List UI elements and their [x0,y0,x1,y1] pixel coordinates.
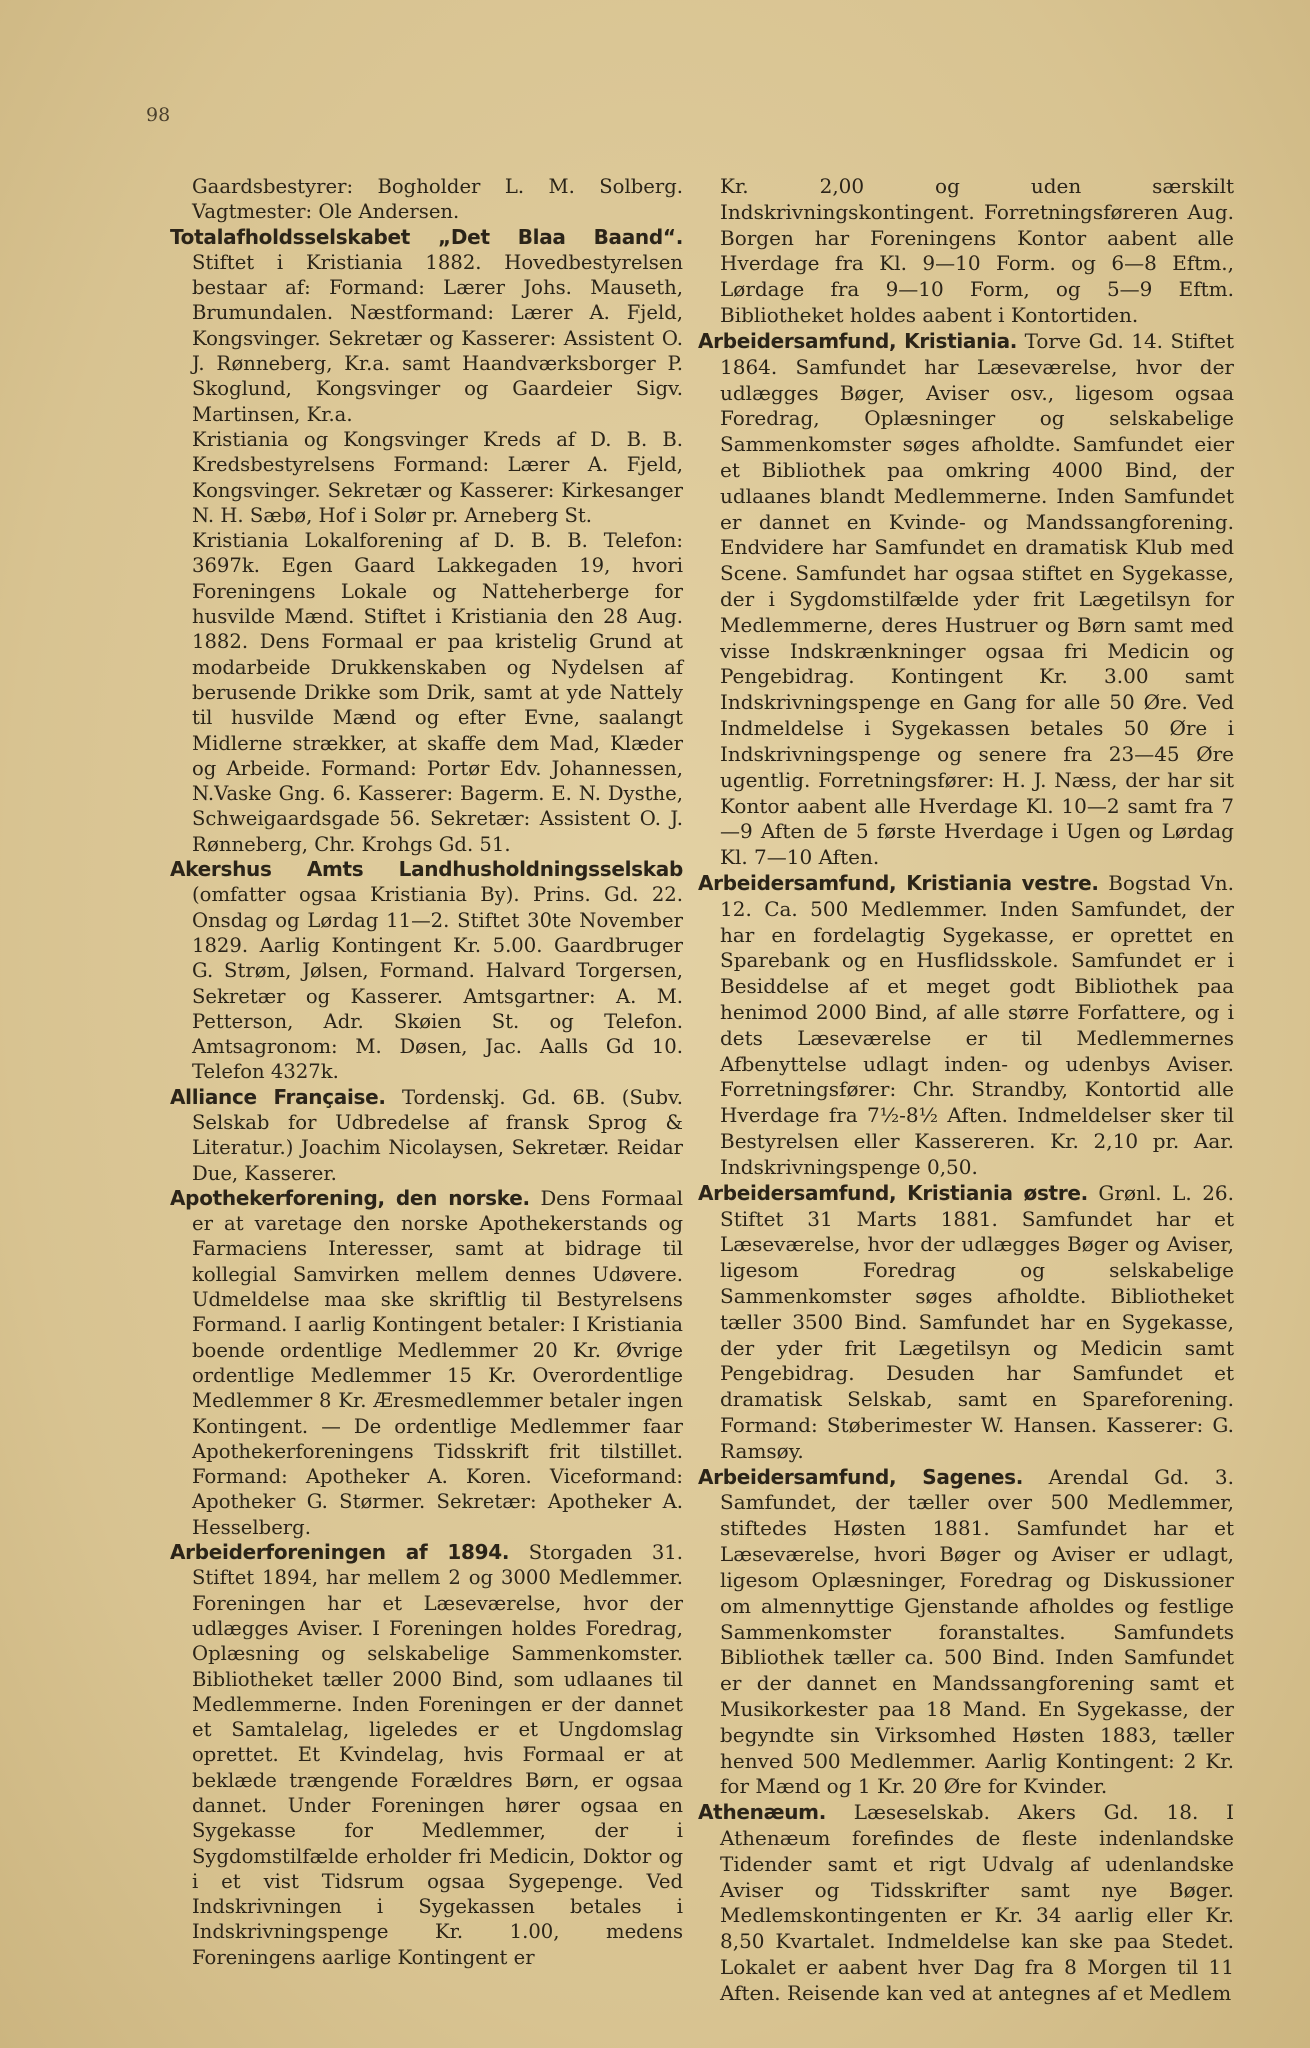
entry-l6 [170,1186,683,1540]
entry-text: Torve Gd. 14. Stiftet 1864. Samfundet har Læseværelse, hvor der udlægges Bøger, Aviser osv., ligesom ogsaa Foredrag, Oplæsninger og selskabelige Sammenkomster søges afholdte. Samfundet eier et Bibliothek paa omkring 4000 Bind, der udlaanes blandt Medlemmerne. Inden Samfundet er dannet en Kvinde- og Mandssangforening. Endvidere har Samfundet en dramatisk Klub med Scene. Samfundet har ogsaa stiftet en Sygekasse, der i Sygdomstilfælde yder frit Lægetilsyn for Medlemmerne, deres Hustruer og Børn samt med visse Indskrænkninger ogsaa fri Medicin og Pengebidrag. Kontingent Kr. 3.00 samt Indskrivningspenge en Gang for alle 50 Øre. Ved Indmeldelse i Sygekassen betales 50 Øre i Indskrivningspenge og senere fra 23—45 Øre ugentlig. Forretningsfører: H. J. Næss, der har sit Kontor aabent alle Hverdage Kl. 10—2 samt fra 7—9 Aften de 5 første Hverdage i Ugen og Lørdag Kl. 7—10 Aften. [720,328,1234,870]
entry-text: Bogstad Vn. 12. Ca. 500 Medlemmer. Inden Samfundet, der har en fordelagtig Sygekasse, er oprettet en Sparebank og en Husflidsskole. Samfundet er i Besiddelse af et meget godt Bibliothek paa henimod 2000 Bind, af alle større Forfattere, og i dets Læseværelse er til Medlemmernes Afbenyttelse udlagt inden- og udenbys Aviser. Forretningsfører: Chr. Strandby, Kontortid alle Hverdage fra 7½-8½ Aften. Indmeldelser sker til Bestyrelsen eller Kassereren. Kr. 2,10 pr. Aar. Indskrivningspenge 0,50. [720,870,1235,1179]
entry-text: Stiftet i Kristiania 1882. Hovedbestyrelsen bestaar af: Formand: Lærer Johs. Mauseth, Brumundalen. Næstformand: Lærer A. Fjeld, Kongsvinger. Sekretær og Kasserer: Assistent O. J. Rønneberg, Kr.a. samt Haandværksborger P. Skoglund, Kongsvinger og Gaardeier Sigv. Martinsen, Kr.a. [192,250,683,426]
entry-text: Læseselskab. Akers Gd. 18. I Athenæum forefindes de fleste indenlandske Tidender samt et rigt Udvalg af udenlandske Aviser og Tidsskrifter samt nye Bøger. Medlemskontingenten er Kr. 34 aarlig eller Kr. 8,50 Kvartalet. Indmeldelse kan ske paa Stedet. Lokalet er aabent hver Dag fra 8 Morgen til 11 Aften. Reisende kan ved at antegnes af et Medlem [720,1800,1235,2005]
entry-text: Kr. 2,00 og uden særskilt Indskrivningskontingent. Forretningsføreren Aug. Borgen har Foreningens Kontor aabent alle Hverdage fra Kl. 9—10 Form. og 6—8 Eftm., Lørdage fra 9—10 Form, og 5—9 Eftm. Bibliotheket holdes aabent i Kontortiden. [720,174,1234,328]
entry-heading: Alliance Française. [170,1084,386,1109]
entry-heading: Totalafholdsselskabet „Det Blaa Baand“. [170,224,683,249]
entry-heading: Arbeidersamfund, Kristiania. [698,328,1018,353]
entry-text: Arendal Gd. 3. Samfundet, der tæller over 500 Medlemmer, stiftedes Høsten 1881. Samfundet har et Læseværelse, hvori Bøger og Aviser er udlagt, ligesom Oplæsninger, Foredrag og Diskussioner om almennyttige Gjenstande afholdes og festlige Sammenkomster foranstaltes. Samfundets Bibliothek tæller ca. 500 Bind. Inden Samfundet er der dannet en Mandssangforening samt et Musikorkester paa 18 Mand. En Sygekasse, der begyndte sin Virksomhed Høsten 1883, tæller henved 500 Medlemmer. Aarlig Kontingent: 2 Kr. for Mænd og 1 Kr. 20 Øre for Kvinder. [720,1464,1235,1799]
entry-text: Tordenskj. Gd. 6B. (Subv. Selskab for Udbredelse af fransk Sprog & Literatur.) Joachim Nicolaysen, Sekretær. Reidar Due, Kasserer. [192,1085,684,1185]
entry-heading: Arbeiderforeningen af 1894. [170,1540,510,1565]
entry-r1 [698,329,1234,871]
entry-heading: Arbeidersamfund, Kristiania vestre. [698,870,1099,895]
entry-heading: Arbeidersamfund, Kristiania østre. [698,1180,1088,1205]
entry-text: Grønl. L. 26. Stiftet 31 Marts 1881. Samfundet har et Læseværelse, hvor der udlægges Bøger og Aviser, ligesom Foredrag og selskabelige Sammenkomster søges afholdte. Bibliotheket tæller 3500 Bind. Samfundet har en Sygekasse, der yder frit Lægetilsyn og Medicin samt Pengebidrag. Desuden har Samfundet et dramatisk Selskab, samt en Spareforening. Formand: Støberimester W. Hansen. Kasserer: G. Ramsøy. [720,1180,1235,1463]
entry-heading: Athenæum. [698,1800,827,1825]
entry-l2 [170,427,683,528]
entry-r3 [698,1181,1234,1465]
entry-l0 [170,174,683,225]
entry-r2 [698,871,1234,1181]
entry-l7 [170,1540,683,1970]
entry-l4 [170,857,683,1085]
entry-r5 [698,1800,1234,2007]
entry-heading: Apothekerforening, den norske. [170,1185,530,1210]
entry-l5 [170,1085,683,1186]
entry-r4 [698,1465,1234,1801]
entry-text: Storgaden 31. Stiftet 1894, har mellem 2 og 3000 Medlemmer. Foreningen har et Læseværelse, hvor der udlægges Aviser. I Foreningen holdes Foredrag, Oplæsning og selskabelige Sammenkomster. Bibliotheket tæller 2000 Bind, som udlaanes til Medlemmerne. Inden Foreningen er der dannet et Samtalelag, ligeledes er et Ungdomslag oprettet. Et Kvindelag, hvis Formaal er at beklæde trængende Forældres Børn, er ogsaa dannet. Under Foreningen hører ogsaa en Sygekasse for Medlemmer, der i Sygdomstilfælde erholder fri Medicin, Doktor og i et vist Tidsrum ogsaa Sygepenge. Ved Indskrivningen i Sygekassen betales i Indskrivningspenge Kr. 1.00, medens Foreningens aarlige Kontingent er [192,1541,683,1969]
entry-r0 [698,174,1234,329]
right-column [698,174,1234,2007]
entry-l3 [170,528,683,857]
entry-text: (omfatter ogsaa Kristiania By). Prins. Gd. 22. Onsdag og Lørdag 11—2. Stiftet 30te November 1829. Aarlig Kontingent Kr. 5.00. Gaardbruger G. Strøm, Jølsen, Formand. Halvard Torgersen, Sekretær og Kasserer. Amtsgartner: A. M. Petterson, Adr. Skøien St. og Telefon. Amtsagronom: M. Døsen, Jac. Aalls Gd 10. Telefon 4327k. [192,883,683,1084]
page-number: 98 [146,104,171,126]
entry-heading: Akershus Amts Landhusholdningsselskab [170,857,683,882]
entry-text: Kristiania og Kongsvinger Kreds af D. B. B. Kredsbestyrelsens Formand: Lærer A. Fjeld, Kongsvinger. Sekretær og Kasserer: Kirkesanger N. H. Sæbø, Hof i Solør pr. Arneberg St. [192,427,683,527]
entry-text: Kristiania Lokalforening af D. B. B. Telefon: 3697k. Egen Gaard Lakkegaden 19, hvori Foreningens Lokale og Natteherberge for husvilde Mænd. Stiftet i Kristiania den 28 Aug. 1882. Dens Formaal er paa kristelig Grund at modarbeide Drukkenskaben og Nydelsen af berusende Drikke som Drik, samt at yde Nattely til husvilde Mænd og efter Evne, saalangt Midlerne strækker, at skaffe dem Mad, Klæder og Arbeide. Formand: Portør Edv. Johannessen, N.Vaske Gng. 6. Kasserer: Bagerm. E. N. Dysthe, Schweigaardsgade 56. Sekretær: Assistent O. J. Rønneberg, Chr. Krohgs Gd. 51. [192,529,683,856]
entry-text: Gaardsbestyrer: Bogholder L. M. Solberg. Vagtmester: Ole Andersen. [192,175,683,224]
entry-l1 [170,225,683,427]
entry-text: Dens Formaal er at varetage den norske Apothekerstands og Farmaciens Interesser, samt at bidrage til kollegial Samvirken mellem dennes Udøvere. Udmeldelse maa ske skriftlig til Bestyrelsens Formand. I aarlig Kontingent betaler: I Kristiania boende ordentlige Medlemmer 20 Kr. Øvrige ordentlige Medlemmer 15 Kr. Overordentlige Medlemmer 8 Kr. Æresmedlemmer betaler ingen Kontingent. — De ordentlige Medlemmer faar Apothekerforeningens Tidsskrift frit tilstillet. Formand: Apotheker A. Koren. Viceformand: Apotheker G. Størmer. Sekretær: Apotheker A. Hesselberg. [192,1186,684,1539]
entry-heading: Arbeidersamfund, Sagenes. [698,1464,1023,1489]
left-column [170,174,683,1970]
